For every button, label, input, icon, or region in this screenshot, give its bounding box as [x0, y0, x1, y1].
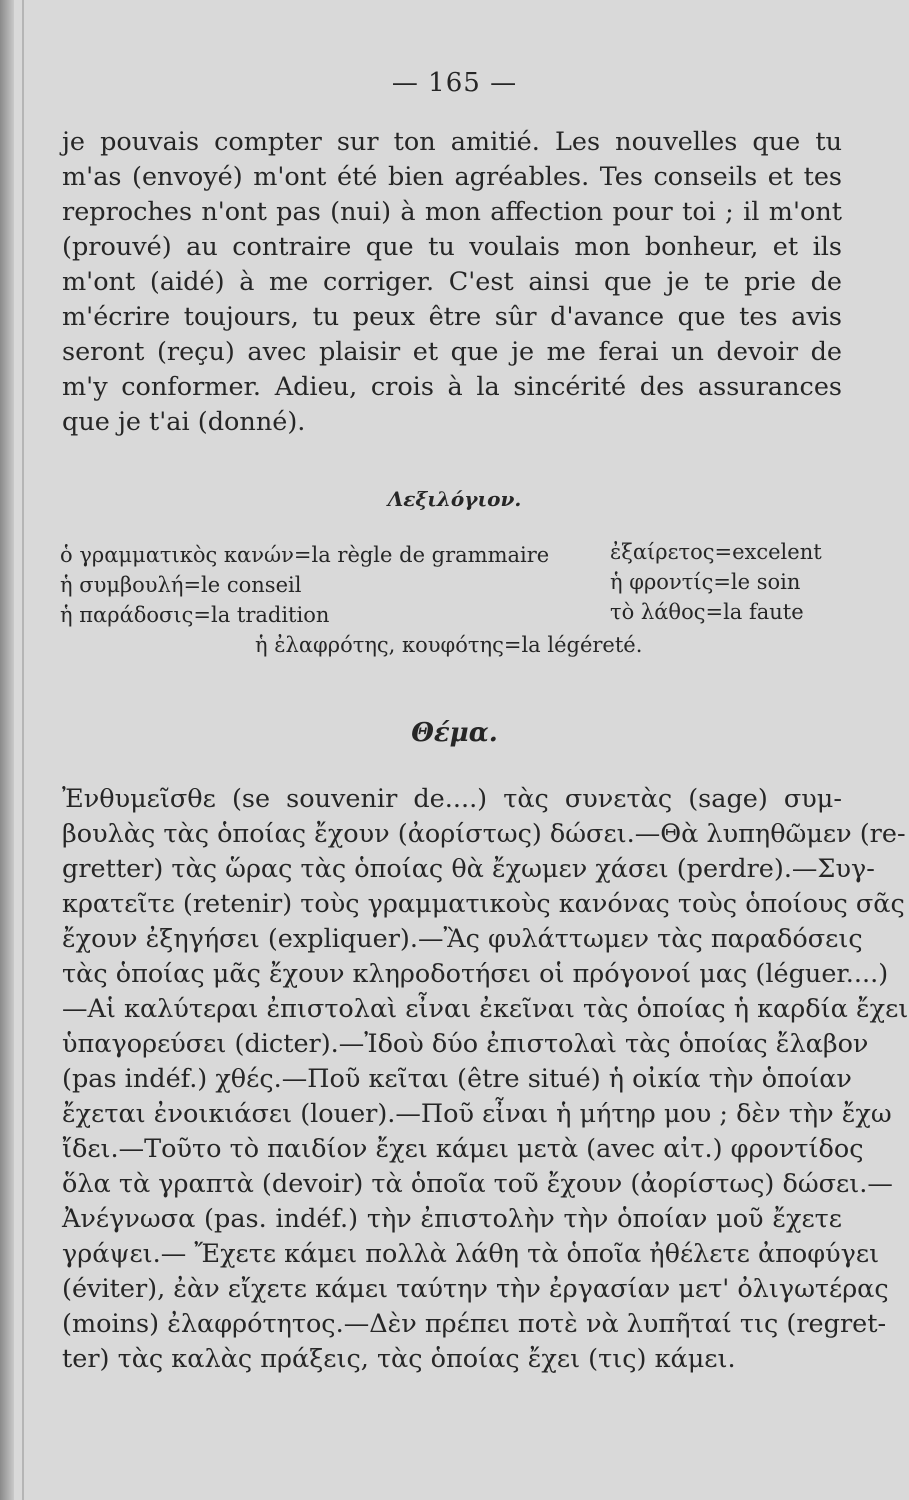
vocab-entry-left: ἡ παράδοσις=la tradition	[60, 603, 330, 627]
text-line: Ἀνέγνωσα (pas. indéf.) τὴν ἐπιστολὴν τὴν ὁποίαν μοῦ ἔχετε	[62, 1204, 842, 1234]
text-line: —Αἱ καλύτεραι ἐπιστολαὶ εἶναι ἐκεῖναι τὰς ὁποίας ἡ καρδία ἔχει	[62, 994, 909, 1024]
vocab-entry-center: ἡ ἐλαφρότης, κουφότης=la légéreté.	[255, 633, 643, 657]
text-line: κρατεῖτε (retenir) τοὺς γραμματικοὺς κανόνας τοὺς ὁποίους σᾶς	[62, 889, 905, 919]
text-line: τὰς ὁποίας μᾶς ἔχουν κληροδοτήσει οἱ πρόγονοί μας (léguer....)	[62, 959, 889, 989]
text-line: m'as (envoyé) m'ont été bien agréables. Tes conseils et tes	[62, 162, 842, 192]
text-line: ἴδει.—Τοῦτο τὸ παιδίον ἔχει κάμει μετὰ (avec αἰτ.) φροντίδος	[62, 1134, 864, 1164]
text-line: seront (reçu) avec plaisir et que je me ferai un devoir de	[62, 337, 842, 367]
text-line: m'y conformer. Adieu, crois à la sincérité des assurances	[62, 372, 842, 402]
text-line: reproches n'ont pas (nui) à mon affection pour toi ; il m'ont	[62, 197, 842, 227]
intro-paragraph	[62, 125, 842, 440]
lexicon-title: Λεξιλόγιον.	[387, 487, 522, 511]
page-gutter-line	[22, 0, 24, 1500]
text-line: ἔχουν ἐξηγήσει (expliquer).—Ἂς φυλάττωμεν τὰς παραδόσεις	[62, 924, 863, 954]
text-line: ἔχεται ἐνοικιάσει (louer).—Ποῦ εἶναι ἡ μήτηρ μου ; δὲν τὴν ἔχω	[62, 1099, 892, 1129]
page-number: — 165 —	[391, 68, 518, 98]
text-line: m'écrire toujours, tu peux être sûr d'avance que tes avis	[62, 302, 842, 332]
text-line: (pas indéf.) χθές.—Ποῦ κεῖται (être situé) ἡ οἰκία τὴν ὁποίαν	[62, 1064, 852, 1094]
text-line: je pouvais compter sur ton amitié. Les nouvelles que tu	[62, 127, 842, 157]
text-line: m'ont (aidé) à me corriger. C'est ainsi que je te prie de	[62, 267, 842, 297]
theme-title: Θέμα.	[411, 718, 498, 748]
text-line: γράψει.— Ἔχετε κάμει πολλὰ λάθη τὰ ὁποῖα ἠθέλετε ἀποφύγει	[62, 1239, 880, 1269]
text-line: ter) τὰς καλὰς πράξεις, τὰς ὁποίας ἔχει (τις) κάμει.	[62, 1344, 736, 1374]
page-gutter-shadow	[0, 0, 14, 1500]
vocab-entry-right: τὸ λάθος=la faute	[610, 600, 804, 624]
text-line: que je t'ai (donné).	[62, 407, 306, 437]
text-line: gretter) τὰς ὥρας τὰς ὁποίας θὰ ἔχωμεν χάσει (perdre).—Συγ-	[62, 854, 875, 884]
vocab-entry-right: ἐξαίρετος=excelent	[610, 540, 822, 564]
text-line: ὅλα τὰ γραπτὰ (devoir) τὰ ὁποῖα τοῦ ἔχουν (ἀορίστως) δώσει.—	[62, 1169, 893, 1199]
vocab-entry-left: ὁ γραμματικὸς κανών=la règle de grammaire	[60, 543, 550, 567]
text-line: (éviter), ἐὰν εἴχετε κάμει ταύτην τὴν ἐργασίαν μετ' ὀλιγωτέρας	[62, 1274, 889, 1304]
exercise-paragraph	[62, 782, 909, 1377]
text-line: βουλὰς τὰς ὁποίας ἔχουν (ἀορίστως) δώσει.—Θὰ λυπηθῶμεν (re-	[62, 819, 906, 849]
text-line: ὑπαγορεύσει (dicter).—Ἰδοὺ δύο ἐπιστολαὶ τὰς ὁποίας ἔλαβον	[62, 1029, 869, 1059]
vocab-entry-right: ἡ φροντίς=le soin	[610, 570, 801, 594]
text-line: (moins) ἐλαφρότητος.—Δὲν πρέπει ποτὲ νὰ λυπῆταί τις (regret-	[62, 1309, 887, 1339]
text-line: Ἐνθυμεῖσθε (se souvenir de....) τὰς συνετὰς (sage) συμ-	[62, 784, 842, 814]
vocab-entry-left: ἡ συμβουλή=le conseil	[60, 573, 302, 597]
text-line: (prouvé) au contraire que tu voulais mon bonheur, et ils	[62, 232, 842, 262]
